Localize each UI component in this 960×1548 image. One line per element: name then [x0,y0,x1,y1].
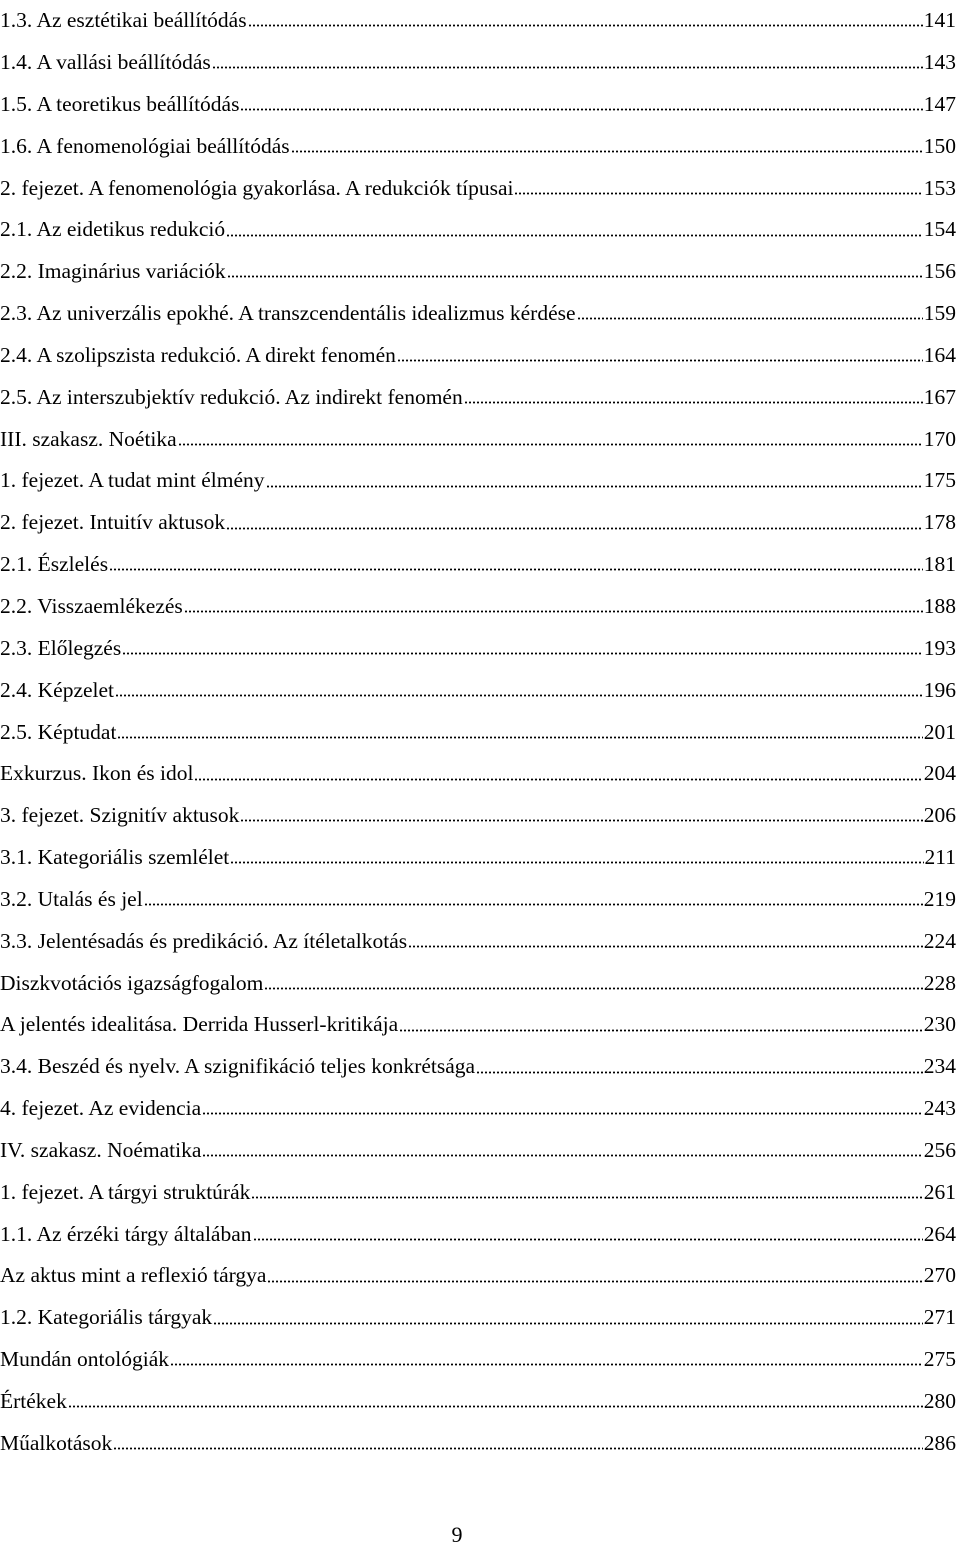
toc-entry [0,753,956,795]
toc-entry [0,670,956,712]
toc-entry [0,879,956,921]
toc-entry [0,1339,956,1381]
dot-leader [212,66,923,69]
dot-leader [122,652,923,655]
toc-entry-page: 164 [923,342,956,367]
dot-leader [264,987,922,990]
toc-entry-page: 211 [924,845,956,870]
toc-entry-title: IV. szakasz. Noématika [0,1137,202,1162]
toc-entry-page: 143 [923,50,956,75]
toc-entry [0,1046,956,1088]
toc-entry-title: 1.5. A teoretikus beállítódás [0,91,240,116]
toc-entry-title: Mundán ontológiák [0,1347,169,1372]
toc-entry-title: 2.4. A szolipszista redukció. A direkt fenomén [0,342,396,367]
toc-entry-page: 150 [923,133,956,158]
toc-entry-title: 2.2. Visszaemlékezés [0,593,183,618]
toc-entry [0,586,956,628]
dot-leader [113,1447,922,1450]
toc-entry [0,544,956,586]
dot-leader [267,1280,922,1283]
toc-entry [0,711,956,753]
dot-leader [408,945,923,948]
dot-leader [178,443,923,446]
dot-leader [144,903,923,906]
toc-entry-title: 3.4. Beszéd és nyelv. A szignifikáció teljes konkrétsága [0,1054,476,1079]
toc-entry-page: 234 [923,1054,956,1079]
toc-entry-title: 1.4. A vallási beállítódás [0,50,211,75]
toc-entry-title: 3.2. Utalás és jel [0,886,143,911]
toc-entry-title: Diszkvotációs igazságfogalom [0,970,264,995]
toc-entry-page: 193 [923,635,956,660]
toc-entry-page: 167 [923,384,956,409]
toc-entry-page: 204 [923,761,956,786]
toc-entry-title: III. szakasz. Noétika [0,426,177,451]
toc-entry [0,1172,956,1214]
toc-entry-page: 230 [923,1012,956,1037]
toc-entry-page: 147 [923,91,956,116]
dot-leader [213,1322,923,1325]
toc-entry-page: 159 [923,301,956,326]
toc-entry-page: 270 [923,1263,956,1288]
toc-entry [0,0,956,42]
toc-entry-page: 188 [923,593,956,618]
toc-entry-page: 170 [923,426,956,451]
toc-entry-title: 2.5. Az interszubjektív redukció. Az indirekt fenomén [0,384,463,409]
toc-entry-title: 1.1. Az érzéki tárgy általában [0,1221,252,1246]
toc-entry-page: 275 [923,1347,956,1372]
toc-entry-page: 156 [923,259,956,284]
toc-entry [0,1130,956,1172]
toc-entry [0,1088,956,1130]
toc-entry-title: 1. fejezet. A tárgyi struktúrák [0,1179,251,1204]
toc-entry-title: 2.1. Az eidetikus redukció [0,217,226,242]
toc-entry-title: Műalkotások [0,1430,113,1455]
dot-leader [464,401,923,404]
toc-entry-page: 271 [923,1305,956,1330]
toc-entry-title: 2.2. Imaginárius variációk [0,259,226,284]
toc-entry-page: 286 [923,1430,956,1455]
toc-entry [0,921,956,963]
toc-entry-page: 181 [923,552,956,577]
toc-entry-page: 201 [923,719,956,744]
toc-entry [0,377,956,419]
dot-leader [68,1405,923,1408]
dot-leader [240,819,922,822]
dot-leader [109,568,923,571]
dot-leader [476,1071,923,1074]
toc-entry [0,837,956,879]
dot-leader [251,1196,922,1199]
toc-entry-title: 2.5. Képtudat [0,719,117,744]
dot-leader [397,359,923,362]
toc-entry-page: 261 [923,1179,956,1204]
dot-leader [514,192,922,195]
toc-entry-title: 2.4. Képzelet [0,677,115,702]
toc-entry [0,293,956,335]
toc-entry-title: 1.3. Az esztétikai beállítódás [0,8,247,33]
toc-entry-title: 2.3. Előlegzés [0,635,122,660]
toc-entry-page: 228 [923,970,956,995]
dot-leader [194,778,922,781]
dot-leader [248,24,923,27]
toc-entry [0,1255,956,1297]
toc-entry [0,628,956,670]
dot-leader [253,1238,923,1241]
dot-leader [115,694,923,697]
toc-entry-title: 2. fejezet. A fenomenológia gyakorlása. A redukciók típusai [0,175,514,200]
toc-entry-title: Értékek [0,1389,67,1414]
toc-entry-title: A jelentés idealitása. Derrida Husserl-kritikája [0,1012,399,1037]
dot-leader [170,1363,923,1366]
toc-entry-page: 196 [923,677,956,702]
dot-leader [291,150,923,153]
toc-entry-page: 224 [923,928,956,953]
toc-entry-page: 256 [923,1137,956,1162]
toc-entry-page: 175 [923,468,956,493]
dot-leader [240,108,922,111]
dot-leader [202,1154,922,1157]
toc-entry-title: 1. fejezet. A tudat mint élmény [0,468,265,493]
toc-entry [0,502,956,544]
dot-leader [117,736,922,739]
toc-entry [0,1004,956,1046]
toc-entry-title: 1.6. A fenomenológiai beállítódás [0,133,290,158]
toc-entry-title: Exkurzus. Ikon és idol [0,761,194,786]
dot-leader [577,317,923,320]
toc-entry-title: Az aktus mint a reflexió tárgya [0,1263,267,1288]
toc-entry [0,1423,956,1465]
toc-entry-page: 264 [923,1221,956,1246]
toc-entry [0,1297,956,1339]
dot-leader [226,234,923,237]
toc-entry [0,42,956,84]
toc-entry [0,167,956,209]
toc-entry-page: 154 [923,217,956,242]
toc-entry [0,418,956,460]
toc-entry-page: 153 [923,175,956,200]
toc-entry [0,1213,956,1255]
toc-entry [0,126,956,168]
dot-leader [399,1029,923,1032]
toc-entry-title: 3. fejezet. Szignitív aktusok [0,803,240,828]
toc-entry-page: 206 [923,803,956,828]
toc-entry-page: 280 [923,1389,956,1414]
toc-entry-page: 178 [923,510,956,535]
page-number: 9 [451,1522,463,1547]
toc-entry [0,1381,956,1423]
toc-entry-title: 2.1. Észlelés [0,552,109,577]
toc-entry [0,335,956,377]
toc-entry [0,209,956,251]
toc-entry-title: 3.1. Kategoriális szemlélet [0,845,230,870]
toc-entry [0,460,956,502]
toc-entry [0,84,956,126]
toc-entry-page: 219 [923,886,956,911]
toc-entry [0,962,956,1004]
toc-entry-title: 4. fejezet. Az evidencia [0,1096,202,1121]
toc-entry [0,251,956,293]
toc-entry-page: 141 [923,8,956,33]
dot-leader [202,1112,923,1115]
toc-entry-page: 243 [923,1096,956,1121]
dot-leader [230,861,923,864]
dot-leader [266,485,923,488]
dot-leader [226,527,923,530]
toc-entry-title: 3.3. Jelentésadás és predikáció. Az ítéletalkotás [0,928,408,953]
dot-leader [227,275,923,278]
dot-leader [184,610,923,613]
toc-entry [0,795,956,837]
toc-entry-title: 1.2. Kategoriális tárgyak [0,1305,213,1330]
toc-entry-title: 2.3. Az univerzális epokhé. A transzcendentális idealizmus kérdése [0,301,576,326]
toc-entry-title: 2. fejezet. Intuitív aktusok [0,510,226,535]
